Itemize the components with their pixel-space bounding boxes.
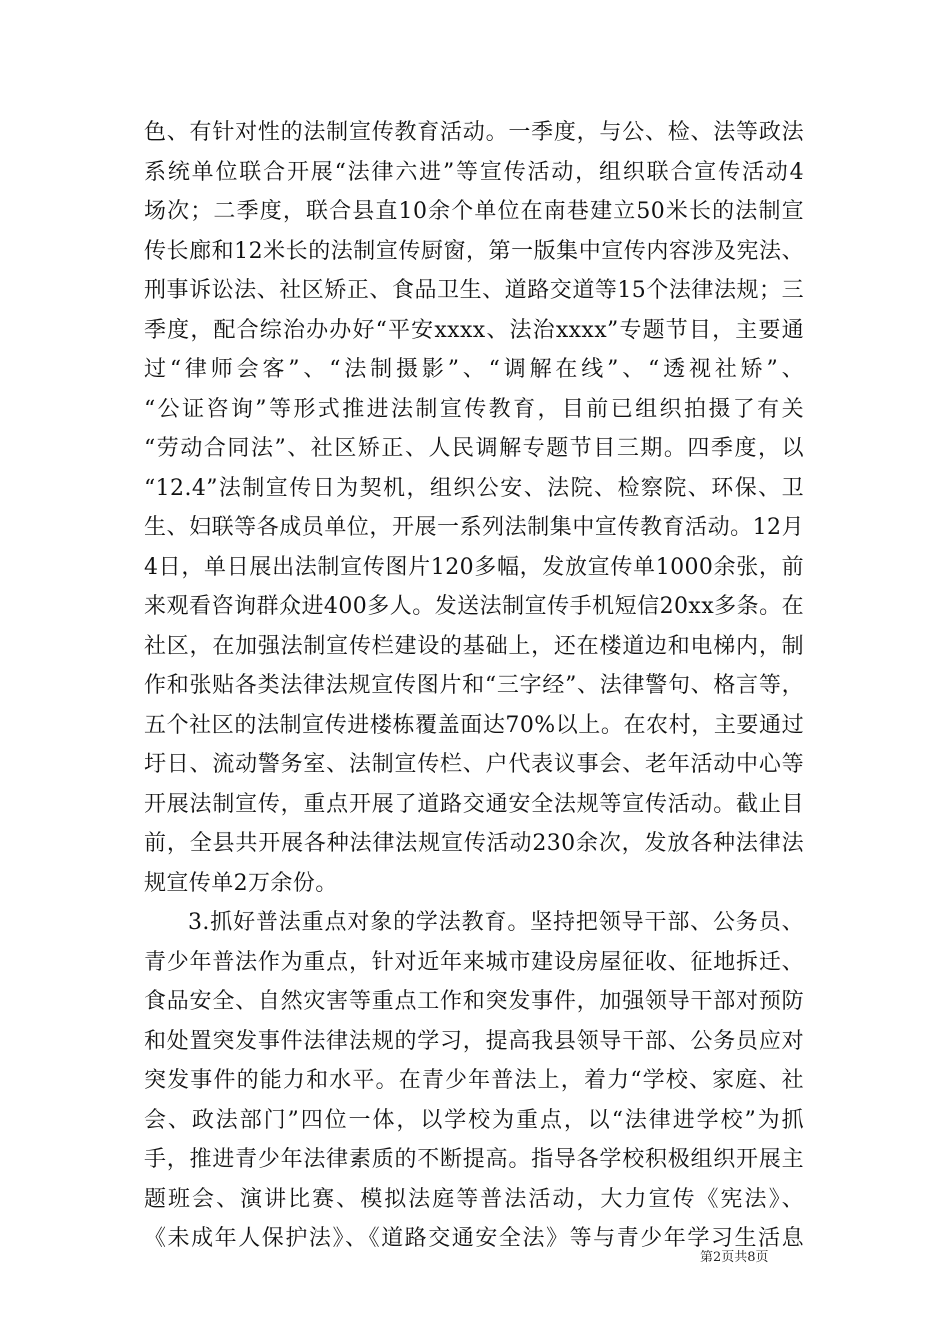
page-number-footer: 第2页共8页	[700, 1250, 769, 1265]
text-line: 季度，配合综治办办好“平安xxxx、法治xxxx”专题节目，主要通	[144, 317, 804, 343]
text-line: 过“律师会客”、“法制摄影”、“调解在线”、“透视社矫”、	[144, 357, 804, 382]
text-line: “12.4”法制宣传日为契机，组织公安、法院、检察院、环保、卫	[144, 475, 804, 501]
text-line-paragraph-end: 规宣传单2万余份。	[144, 870, 338, 896]
text-line: 五个社区的法制宣传进楼栋覆盖面达70%以上。在农村，主要通过	[144, 712, 804, 738]
text-line: 刑事诉讼法、社区矫正、食品卫生、道路交道等15个法律法规；三	[144, 278, 804, 303]
text-line: 手，推进青少年法律素质的不断提高。指导各学校积极组织开展主	[144, 1147, 804, 1172]
text-line: 来观看咨询群众进400多人。发送法制宣传手机短信20xx多条。在	[144, 594, 804, 619]
text-line: “公证咨询”等形式推进法制宣传教育，目前已组织拍摄了有关	[144, 396, 804, 422]
text-line: 系统单位联合开展“法律六进”等宣传活动，组织联合宣传活动4	[144, 159, 804, 185]
text-line: 《未成年人保护法》、《道路交通安全法》等与青少年学习生活息	[144, 1226, 804, 1251]
text-line: 4日，单日展出法制宣传图片120多幅，发放宣传单1000余张，前	[144, 554, 804, 580]
text-line: 作和张贴各类法律法规宣传图片和“三字经”、法律警句、格言等，	[144, 673, 804, 698]
text-line: “劳动合同法”、社区矫正、人民调解专题节目三期。四季度，以	[144, 436, 804, 461]
text-line: 场次；二季度，联合县直10余个单位在南巷建立50米长的法制宣	[144, 199, 804, 224]
body-text	[144, 113, 804, 1259]
text-line: 生、妇联等各成员单位，开展一系列法制集中宣传教育活动。12月	[144, 515, 804, 540]
text-line: 青少年普法作为重点，针对近年来城市建设房屋征收、征地拆迁、	[144, 949, 804, 975]
text-line: 社区，在加强法制宣传栏建设的基础上，还在楼道边和电梯内，制	[144, 633, 804, 659]
text-line: 题班会、演讲比赛、模拟法庭等普法活动，大力宣传《宪法》、	[144, 1186, 804, 1212]
text-line: 圩日、流动警务室、法制宣传栏、户代表议事会、老年活动中心等	[144, 752, 804, 777]
text-line: 食品安全、自然灾害等重点工作和突发事件，加强领导干部对预防	[144, 989, 804, 1014]
text-line: 传长廊和12米长的法制宣传厨窗，第一版集中宣传内容涉及宪法、	[144, 238, 804, 264]
text-line: 色、有针对性的法制宣传教育活动。一季度，与公、检、法等政法	[144, 120, 804, 145]
text-line: 前，全县共开展各种法律法规宣传活动230余次，发放各种法律法	[144, 831, 804, 856]
text-line: 和处置突发事件法律法规的学习，提高我县领导干部、公务员应对	[144, 1028, 804, 1054]
text-line: 开展法制宣传，重点开展了道路交通安全法规等宣传活动。截止目	[144, 791, 804, 817]
text-line-paragraph-start: 3.抓好普法重点对象的学法教育。坚持把领导干部、公务员、	[188, 910, 804, 935]
text-line: 会、政法部门”四位一体，以学校为重点，以“法律进学校”为抓	[144, 1107, 804, 1133]
text-line: 突发事件的能力和水平。在青少年普法上，着力“学校、家庭、社	[144, 1068, 804, 1093]
